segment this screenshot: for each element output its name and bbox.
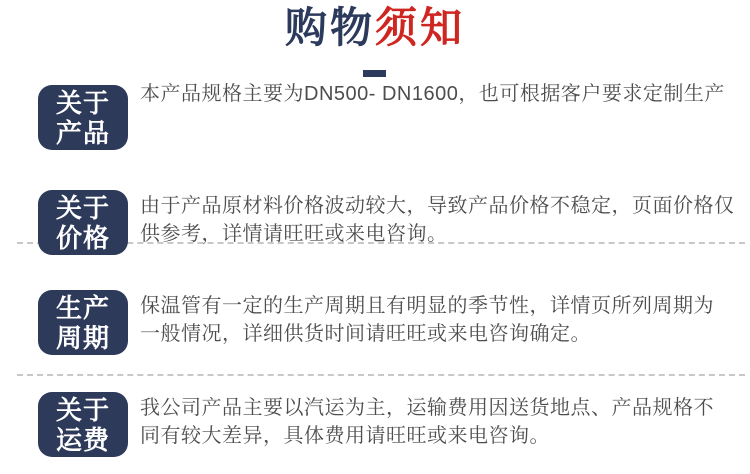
notice-row-price xyxy=(0,190,750,260)
notice-line: 本产品规格主要为DN500- DN1600，也可根据客户要求定制生产 xyxy=(140,83,725,105)
badge-about-price xyxy=(38,190,128,255)
badge-label-line: 生产 xyxy=(55,292,110,323)
badge-label-line: 关于 xyxy=(55,394,110,425)
badge-production-cycle xyxy=(38,290,128,355)
title-navy-text: 购物 xyxy=(284,4,375,51)
page-title xyxy=(0,2,750,54)
badge-about-product xyxy=(38,85,128,150)
notice-line: 我公司产品主要以汽运为主，运输费用因送货地点、产品规格不 xyxy=(140,397,714,419)
notice-line: 保温管有一定的生产周期且有明显的季节性，详情页所列周期为 xyxy=(140,295,714,317)
title-underline-bar xyxy=(363,70,386,77)
notice-line: 同有较大差异，具体费用请旺旺或来电咨询。 xyxy=(140,425,550,447)
notice-row-product xyxy=(0,85,750,155)
badge-label-line: 价格 xyxy=(55,222,110,253)
notice-text-shipping xyxy=(140,394,746,450)
notice-line: 由于产品原材料价格波动较大，导致产品价格不稳定，页面价格仅 xyxy=(140,195,735,217)
badge-label-line: 关于 xyxy=(55,192,110,223)
notice-line: 供参考，详情请旺旺或来电咨询。 xyxy=(140,223,448,245)
notice-text-product xyxy=(140,80,746,108)
badge-label-line: 关于 xyxy=(55,87,110,118)
badge-about-shipping xyxy=(38,392,128,457)
notice-row-production-cycle xyxy=(0,290,750,360)
title-red-text: 须知 xyxy=(375,4,466,51)
badge-label-line: 产品 xyxy=(55,117,110,148)
notice-row-shipping xyxy=(0,392,750,462)
notice-text-price xyxy=(140,192,746,248)
notice-text-production-cycle xyxy=(140,292,746,348)
badge-label-line: 运费 xyxy=(55,424,110,455)
notice-line: 一般情况，详细供货时间请旺旺或来电咨询确定。 xyxy=(140,323,591,345)
dashed-divider xyxy=(17,374,745,376)
badge-label-line: 周期 xyxy=(55,322,110,353)
